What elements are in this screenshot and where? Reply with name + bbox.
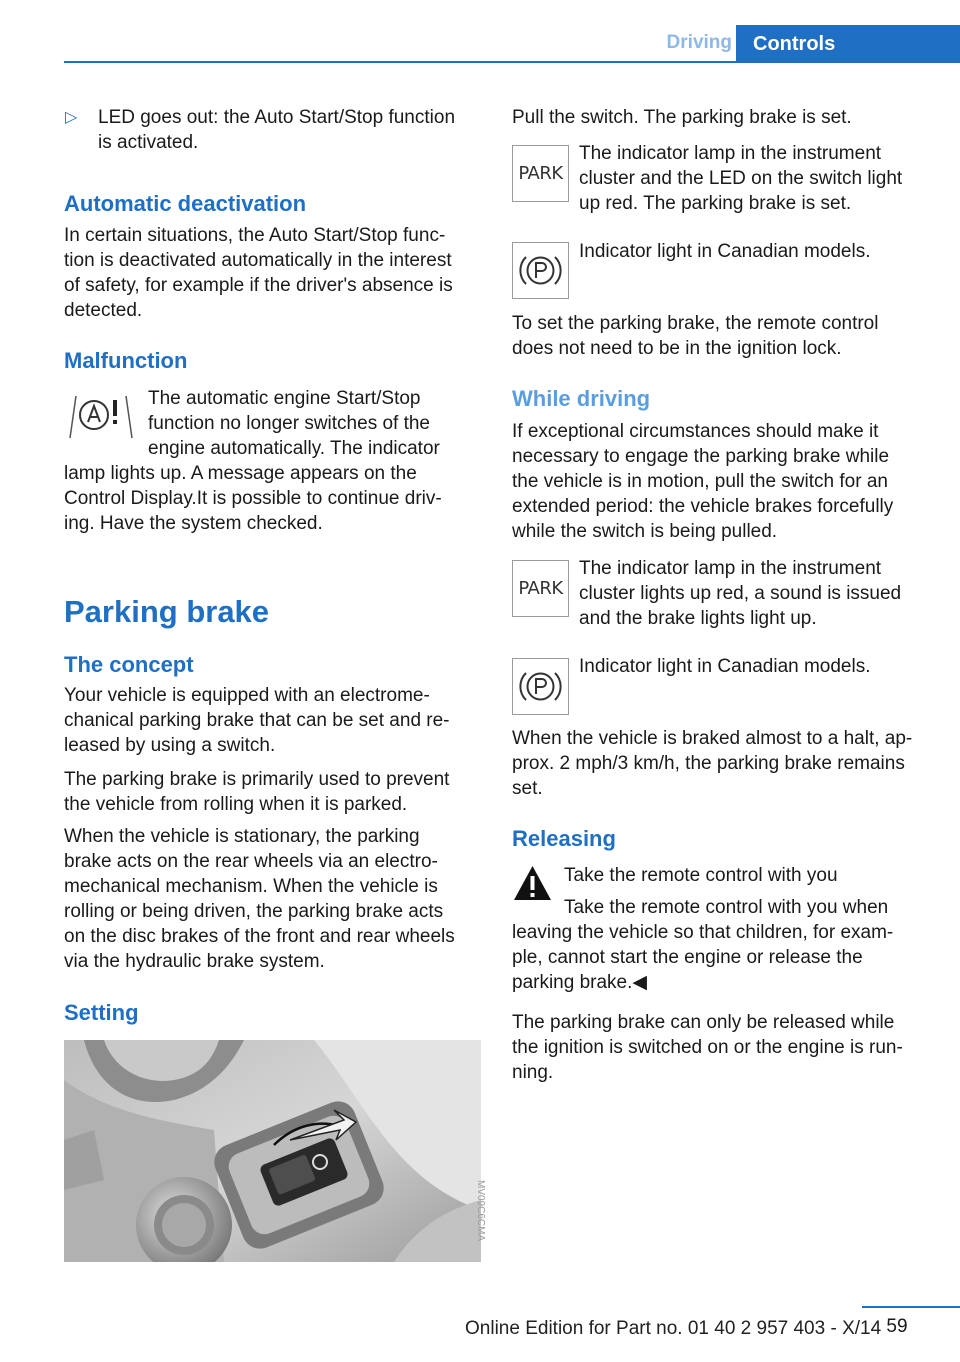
text-line: chanical parking brake that can be set and re- <box>64 710 450 731</box>
warning-text-line-1: Take the remote control with you when <box>564 897 889 918</box>
text-line: brake acts on the rear wheels via an electro- <box>64 851 438 872</box>
text-canadian-2: Indicator light in Canadian models. <box>579 656 871 677</box>
heading-parking-brake: Parking brake <box>64 594 270 629</box>
text-line: mechanical mechanism. When the vehicle is <box>64 876 438 897</box>
paragraph-malfunction <box>64 461 442 536</box>
text-line: set. <box>512 778 543 799</box>
paragraph-while-driving <box>512 419 893 544</box>
text-line: The indicator lamp in the instrument <box>579 558 882 579</box>
canadian-parking-brake-icon <box>512 242 569 299</box>
text-line: of safety, for example if the driver's absence is <box>64 275 453 296</box>
footer-edition: Online Edition for Part no. 01 40 2 957 403 - X/14 <box>465 1318 882 1339</box>
paragraph-concept-2 <box>64 767 449 817</box>
heading-releasing: Releasing <box>512 826 616 851</box>
text-line: while the switch is being pulled. <box>512 521 778 542</box>
text-line: Control Display.It is possible to continue driv- <box>64 488 442 509</box>
heading-while-driving: While driving <box>512 386 651 411</box>
heading-setting: Setting <box>64 1000 139 1025</box>
bullet-text-line-1: LED goes out: the Auto Start/Stop function <box>98 107 456 128</box>
engine-warning-icon <box>64 388 138 440</box>
text-line: the ignition is switched on or the engine is run- <box>512 1037 903 1058</box>
footer-rule <box>862 1306 960 1308</box>
text-line: If exceptional circumstances should make it <box>512 421 879 442</box>
text-line: and the brake lights light up. <box>579 608 817 629</box>
bullet-marker: ▷ <box>65 109 78 126</box>
text-line: lamp lights up. A message appears on the <box>64 463 417 484</box>
text-line: necessary to engage the parking brake while <box>512 446 890 467</box>
text-line: leased by using a switch. <box>64 735 276 756</box>
page-number: 59 <box>886 1316 908 1337</box>
park-indicator-icon <box>512 145 569 202</box>
text-line: via the hydraulic brake system. <box>64 951 325 972</box>
park-indicator-icon-2 <box>512 560 569 617</box>
photo-reference-code: MV09C6CMA <box>475 1180 486 1242</box>
park-indicator-label: PARK <box>518 578 563 599</box>
text-line: leaving the vehicle so that children, for exam- <box>512 922 894 943</box>
text-line: The parking brake is primarily used to prevent <box>64 769 450 790</box>
parking-brake-switch-photo <box>64 1040 481 1262</box>
canadian-parking-brake-icon-2 <box>512 658 569 715</box>
text-line: the vehicle from rolling when it is parked. <box>64 794 408 815</box>
paragraph-remote-control <box>512 311 878 361</box>
text-line: up red. The parking brake is set. <box>579 193 852 214</box>
text-line: engine automatically. The indicator <box>148 438 440 459</box>
heading-automatic-deactivation: Automatic deactivation <box>64 191 307 216</box>
text-line: extended period: the vehicle brakes forcefully <box>512 496 894 517</box>
text-line: cluster and the LED on the switch light <box>579 168 903 189</box>
text-canadian-1: Indicator light in Canadian models. <box>579 241 871 262</box>
paragraph-automatic-deactivation <box>64 223 453 323</box>
text-line: parking brake.◀ <box>512 972 648 993</box>
text-line: The automatic engine Start/Stop <box>148 388 421 409</box>
park-indicator-label: PARK <box>518 163 563 184</box>
text-line: tion is deactivated automatically in the interest <box>64 250 452 271</box>
circle-p-icon <box>513 659 568 714</box>
text-line: on the disc brakes of the front and rear wheels <box>64 926 455 947</box>
header-chapter-tab: Controls <box>736 25 960 63</box>
heading-malfunction: Malfunction <box>64 348 188 373</box>
paragraph-release <box>512 1010 903 1085</box>
paragraph-concept-1 <box>64 683 450 758</box>
header-section-tab: Driving <box>666 32 732 53</box>
text-line: rolling or being driven, the parking brake acts <box>64 901 444 922</box>
text-line: ing. Have the system checked. <box>64 513 323 534</box>
text-line: When the vehicle is stationary, the parking <box>64 826 420 847</box>
text-line: cluster lights up red, a sound is issued <box>579 583 902 604</box>
warning-triangle-icon <box>512 864 553 902</box>
paragraph-warning <box>512 920 893 995</box>
warning-title: Take the remote control with you <box>564 865 838 886</box>
text-line: the vehicle is in motion, pull the switch for an <box>512 471 888 492</box>
text-line: prox. 2 mph/3 km/h, the parking brake remains <box>512 753 905 774</box>
text-line: function no longer switches of the <box>148 413 431 434</box>
text-line: ning. <box>512 1062 554 1083</box>
text-line: detected. <box>64 300 143 321</box>
text-pull-switch: Pull the switch. The parking brake is set. <box>512 107 852 128</box>
text-line: The parking brake can only be released while <box>512 1012 895 1033</box>
text-line: Your vehicle is equipped with an electrome- <box>64 685 430 706</box>
text-line: does not need to be in the ignition lock. <box>512 338 842 359</box>
paragraph-indicator-1 <box>579 141 902 216</box>
text-line: To set the parking brake, the remote control <box>512 313 879 334</box>
heading-the-concept: The concept <box>64 652 194 677</box>
paragraph-concept-3 <box>64 824 455 974</box>
text-line: When the vehicle is braked almost to a halt, ap- <box>512 728 913 749</box>
paragraph-malfunction-indented <box>148 386 440 461</box>
bullet-text-line-2: is activated. <box>98 132 199 153</box>
text-line: In certain situations, the Auto Start/Stop func- <box>64 225 446 246</box>
text-line: The indicator lamp in the instrument <box>579 143 882 164</box>
text-line: ple, cannot start the engine or release the <box>512 947 863 968</box>
paragraph-halt <box>512 726 912 801</box>
header-rule <box>64 61 960 63</box>
circle-p-icon <box>513 243 568 298</box>
paragraph-indicator-2 <box>579 556 901 631</box>
